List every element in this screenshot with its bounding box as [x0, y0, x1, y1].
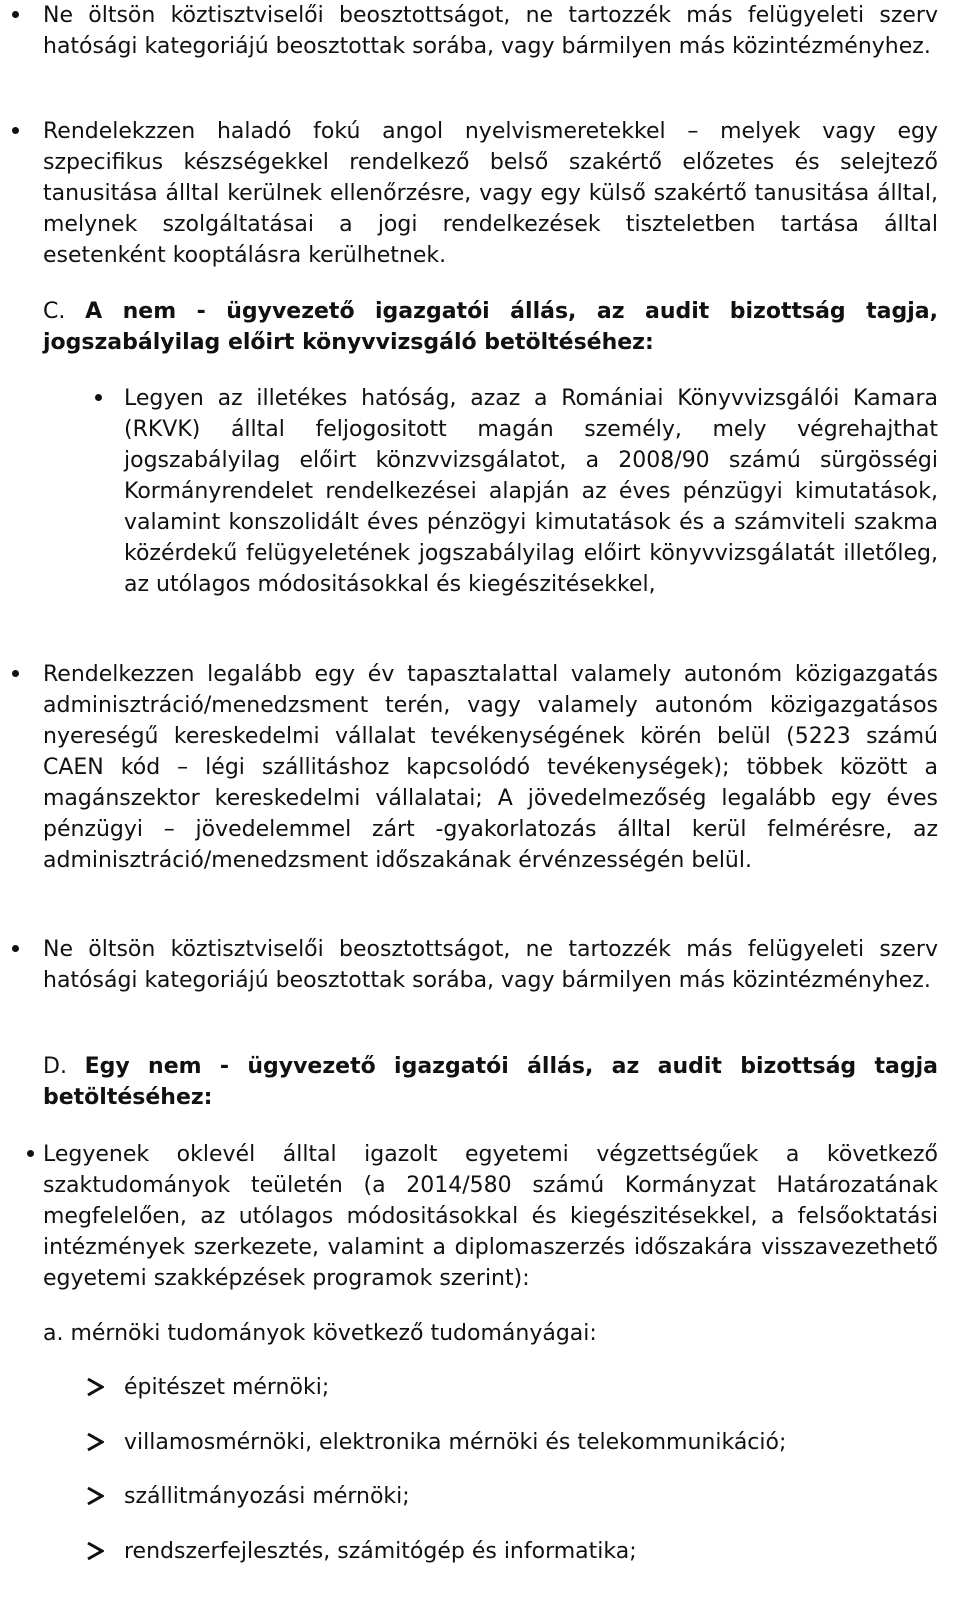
item-text: Legyen az illetékes hatóság, azaz a Romániai Könyvvizsgálói Kamara (RKVK) álltal feljogositott magán személy, mely végrehajthat jogszabályilag előirt könzvvizsgálatot, a 2008/90 számú sürgösségi Kormányrendelet rendelkezései alapján az éves pénzügyi kimutatások, valamint konszolidált éves pénzögyi kimutatások és a számviteli szakma közérdekű felügyeletének jogszabályilag előirt könyvvizsgálatát illetőleg, az utólagos módositásokkal és kiegészitésekkel,	[124, 386, 938, 597]
arrow-bullet-icon	[86, 1377, 104, 1397]
list-item	[124, 383, 938, 600]
subheading-text: a. mérnöki tudományok következő tudományágai:	[43, 1321, 597, 1346]
bullet-icon	[12, 127, 19, 134]
section-title: Egy nem - ügyvezető igazgatói állás, az audit bizottság tagja betöltéséhez:	[43, 1054, 938, 1110]
section-d-heading	[43, 1051, 938, 1113]
item-text: épitészet mérnöki;	[124, 1375, 330, 1400]
list-item	[43, 934, 938, 996]
list-item	[124, 1481, 938, 1512]
section-c-heading	[43, 296, 938, 358]
subheading-a	[43, 1318, 938, 1349]
section-letter: D.	[43, 1054, 67, 1079]
item-text: villamosmérnöki, elektronika mérnöki és telekommunikáció;	[124, 1430, 787, 1455]
bullet-icon	[12, 11, 19, 18]
list-item	[124, 1372, 938, 1403]
item-text: Legyenek oklevél álltal igazolt egyetemi végzettségűek a következő szaktudományok teületén (a 2014/580 számú Kormányzat Határozatának megfelelően, az utólagos módositásokkal és kiegészitésekkel, a felsőoktatási intézmények szerkezete, valamint a diplomaszerzés időszakára visszavezethető egyetemi szakképzések programok szerint):	[43, 1142, 938, 1291]
item-text: Ne öltsön köztisztviselői beosztottságot, ne tartozzék más felügyeleti szerv hatósági kategoriájú beosztottak sorába, vagy bármilyen más közintézményhez.	[43, 3, 938, 59]
list-item	[124, 1427, 938, 1458]
arrow-bullet-icon	[86, 1432, 104, 1452]
section-title: A nem - ügyvezető igazgatói állás, az audit bizottság tagja, jogszabályilag előirt könyvvizsgáló betöltéséhez:	[43, 299, 938, 355]
bullet-icon	[27, 1150, 34, 1157]
item-text: szállitmányozási mérnöki;	[124, 1484, 410, 1509]
list-item	[43, 1139, 938, 1294]
bullet-icon	[95, 394, 102, 401]
list-item	[43, 659, 938, 876]
item-text: Ne öltsön köztisztviselői beosztottságot, ne tartozzék más felügyeleti szerv hatósági kategoriájú beosztottak sorába, vagy bármilyen más közintézményhez.	[43, 937, 938, 993]
arrow-bullet-icon	[86, 1541, 104, 1561]
arrow-bullet-icon	[86, 1486, 104, 1506]
section-letter: C.	[43, 299, 66, 324]
list-item	[43, 116, 938, 271]
item-text: Rendelekzzen haladó fokú angol nyelvismeretekkel – melyek vagy egy szpecifikus készségekkel rendelkező belső szakértő előzetes és selejtező tanusitása álltal kerülnek ellenőrzésre, vagy egy külső szakértő tanusitása álltal, melynek szolgáltatásai a jogi rendelkezések tiszteletben tartása álltal esetenként kooptálásra kerülhetnek.	[43, 119, 938, 268]
bullet-icon	[12, 945, 19, 952]
list-item	[43, 0, 938, 62]
item-text: rendszerfejlesztés, számitógép és informatika;	[124, 1539, 637, 1564]
bullet-icon	[12, 670, 19, 677]
item-text: Rendelkezzen legalább egy év tapasztalattal valamely autonóm közigazgatás adminisztráció/menedzsment terén, vagy valamely autonóm közigazgatásos nyereségű kereskedelmi vállalat tevékenységének körén belül (5223 számú CAEN kód – légi szállitáshoz kapcsolódó tevékenységek); többek között a magánszektor kereskedelmi vállalatai; A jövedelmezőség legalább egy éves pénzügyi – jövedelemmel zárt -gyakorlatozás álltal kerül felmérésre, az adminisztráció/menedzsment időszakának érvénzességén belül.	[43, 662, 938, 873]
list-item	[124, 1536, 938, 1567]
